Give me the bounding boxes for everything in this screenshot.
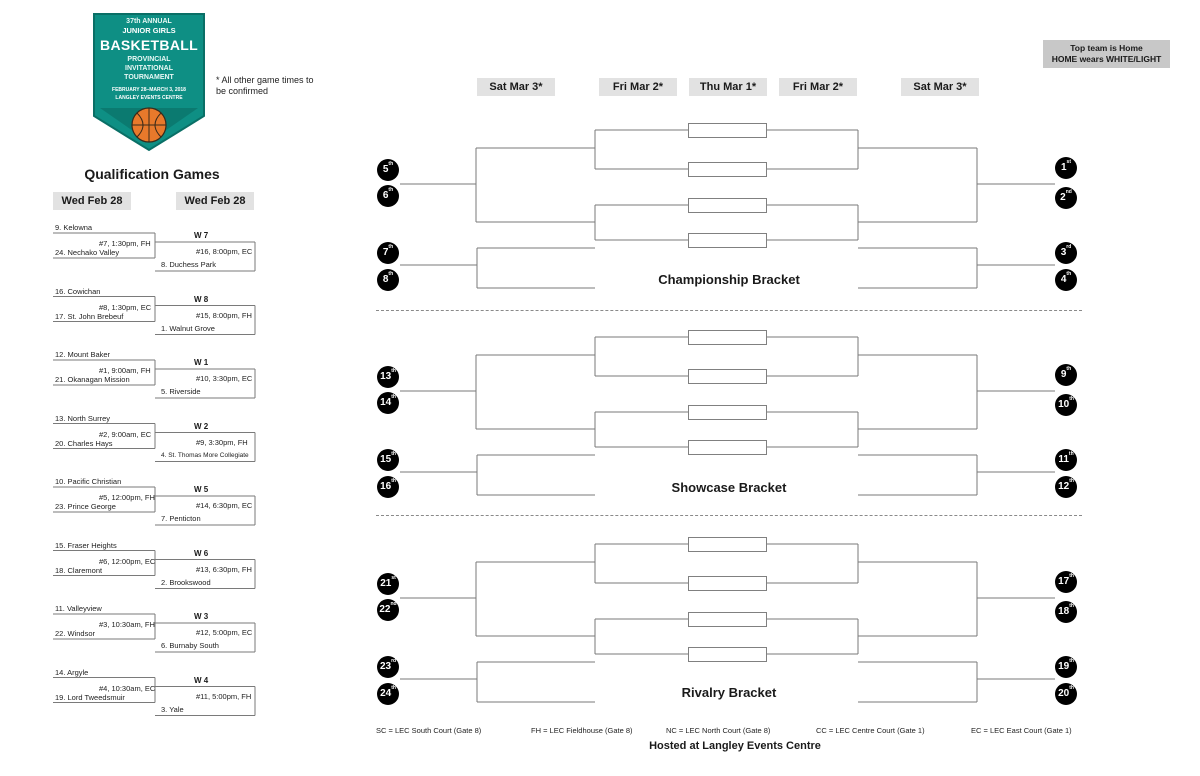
legend-cc: CC = LEC Centre Court (Gate 1) [816,726,925,735]
seed-suffix: th [1069,658,1074,664]
qual-team-top: 10. Pacific Christian [55,477,122,486]
bracket-divider [376,310,1082,311]
qual-team-bottom: 24. Nechako Valley [55,248,120,257]
home-note-line-2: HOME wears WHITE/LIGHT [1051,54,1162,64]
qual-game2-info: #11, 5:00pm, FH [196,691,252,701]
logo-line-6: TOURNAMENT [124,74,174,81]
seed-badge-left [377,656,399,678]
match-slot [688,233,767,248]
match-slot [688,369,767,384]
seed-number: 5 [382,164,389,175]
seed-badge-left [377,185,399,207]
seed-suffix: rd [1066,244,1072,250]
qual-game-info: #1, 9:00am, FH [99,366,151,375]
seed-number: 1 [1060,162,1067,173]
seed-number: 22 [379,604,391,615]
qual-team-top: 15. Fraser Heights [55,540,117,550]
seed-number: 12 [1058,481,1070,492]
qual-winner-label: W 4 [194,675,209,685]
qual-winner-label: W 6 [194,548,209,558]
seed-badge-left [377,449,399,471]
qual-winner-label: W 2 [194,421,209,431]
legend-ec: EC = LEC East Court (Gate 1) [971,726,1072,735]
seed-number: 15 [380,454,392,465]
seed-suffix: th [1066,271,1072,277]
seed-badge-left [377,683,399,705]
seed-number: 3 [1060,247,1067,258]
bracket-title: Showcase Bracket [671,480,787,495]
qual-opponent: 5. Riverside [161,387,201,396]
legend-fh: FH = LEC Fieldhouse (Gate 8) [531,726,633,735]
seed-badge-left [377,599,399,621]
qual-opponent: 3. Yale [161,704,184,714]
seed-badge-left [377,269,399,291]
match-slot [688,123,767,138]
seed-badge-right [1055,449,1077,471]
legend-nc: NC = LEC North Court (Gate 8) [666,726,771,735]
seed-number: 17 [1058,576,1070,587]
seed-suffix: st [391,575,396,581]
seed-badge-right [1055,601,1077,623]
qual-team-bottom: 21. Okanagan Mission [55,375,130,384]
seed-badge-right [1055,157,1077,179]
qual-opponent: 6. Burnaby South [161,641,219,650]
match-slot [688,537,767,552]
seed-number: 20 [1058,688,1070,699]
qual-team-bottom: 18. Claremont [55,565,103,575]
seed-badge-right [1055,187,1077,209]
qual-winner-label: W 5 [194,485,209,494]
qual-team-top: 16. Cowichan [55,286,101,296]
seed-number: 9 [1060,369,1067,380]
seed-suffix: nd [1065,189,1072,195]
seed-suffix: th [1066,366,1072,372]
qualification-title: Qualification Games [84,166,220,182]
bracket-title: Championship Bracket [658,272,800,287]
logo-line-4: PROVINCIAL [127,56,171,63]
seed-number: 10 [1058,399,1070,410]
qual-team-bottom: 20. Charles Hays [55,438,113,448]
seed-suffix: rd [391,658,397,664]
seed-suffix: th [391,685,396,691]
qual-opponent: 8. Duchess Park [161,260,217,269]
match-slot [688,440,767,455]
seed-badge-left [377,392,399,414]
qual-game2-info: #16, 8:00pm, EC [196,247,253,256]
seed-badge-right [1055,394,1077,416]
tournament-logo [92,12,206,152]
seed-suffix: th [1069,685,1074,691]
qual-team-top: 11. Valleyview [55,604,102,613]
hosted-at: Hosted at Langley Events Centre [649,740,821,752]
qual-game-info: #7, 1:30pm, FH [99,239,151,248]
header-sat-left: Sat Mar 3* [477,78,555,96]
qual-opponent: 4. St. Thomas More Collegiate [161,451,249,459]
header-fri-left: Fri Mar 2* [599,78,677,96]
qual-team-bottom: 19. Lord Tweedsmuir [55,692,125,702]
seed-suffix: th [1069,573,1074,579]
qual-game-info: #4, 10:30am, EC [99,683,156,693]
seed-badge-left [377,159,399,181]
qual-game-info: #6, 12:00pm, EC [99,556,156,566]
seed-number: 2 [1060,192,1066,203]
seed-suffix: th [1069,603,1074,609]
match-slot [688,162,767,177]
seed-suffix: nd [390,601,397,607]
seed-number: 11 [1058,454,1069,465]
qual-game-info: #3, 10:30am, FH [99,620,155,629]
home-note-line-1: Top team is Home [1070,43,1143,53]
game-times-note: * All other game times to be confirmed [216,75,314,96]
seed-badge-left [377,573,399,595]
seed-badge-right [1055,571,1077,593]
header-fri-right: Fri Mar 2* [779,78,857,96]
seed-suffix: th [1069,396,1074,402]
header-sat-right: Sat Mar 3* [901,78,979,96]
seed-badge-right [1055,269,1077,291]
seed-number: 7 [382,247,389,258]
seed-number: 23 [379,661,392,672]
qual-col1-header: Wed Feb 28 [53,192,131,210]
qual-game2-info: #14, 6:30pm, EC [196,501,253,510]
match-slot [688,198,767,213]
qual-winner-label: W 8 [194,294,209,304]
seed-badge-right [1055,683,1077,705]
match-slot [688,330,767,345]
seed-number: 19 [1058,661,1070,672]
logo-venue: LANGLEY EVENTS CENTRE [115,95,183,101]
seed-badge-right [1055,656,1077,678]
logo-line-3: BASKETBALL [100,37,198,53]
seed-badge-left [377,242,399,264]
qual-col2-header: Wed Feb 28 [176,192,254,210]
seed-number: 21 [380,578,392,589]
qual-team-bottom: 23. Prince George [55,502,116,511]
seed-suffix: st [1066,159,1071,165]
qual-team-bottom: 22. Windsor [55,629,96,638]
qual-opponent: 2. Brookswood [161,577,211,587]
home-team-note [1043,40,1170,68]
qual-team-bottom: 17. St. John Brebeuf [55,311,124,321]
match-slot [688,576,767,591]
qual-game-info: #2, 9:00am, EC [99,429,152,439]
seed-suffix: th [388,244,394,250]
seed-suffix: th [388,161,394,167]
seed-suffix: th [1068,451,1074,457]
logo-line-1: 37th ANNUAL [126,18,172,25]
qual-team-top: 12. Mount Baker [55,350,111,359]
match-slot [688,647,767,662]
bracket-divider [376,515,1082,516]
qual-winner-label: W 7 [194,231,209,240]
seed-number: 14 [380,397,392,408]
qual-game-info: #8, 1:30pm, EC [99,302,152,312]
seed-badge-left [377,476,399,498]
seed-suffix: th [388,187,394,193]
seed-number: 18 [1058,606,1070,617]
seed-suffix: th [1069,478,1074,484]
seed-badge-right [1055,476,1077,498]
qual-game2-info: #12, 5:00pm, EC [196,628,253,637]
logo-dates: FEBRUARY 28–MARCH 3, 2018 [112,87,186,93]
seed-number: 13 [380,371,392,382]
seed-number: 24 [380,688,392,699]
seed-number: 16 [380,481,392,492]
qual-game-info: #5, 12:00pm, FH [99,493,155,502]
qual-game2-info: #9, 3:30pm, FH [196,437,248,447]
qual-opponent: 1. Walnut Grove [161,323,215,333]
seed-suffix: th [388,271,394,277]
qual-game2-info: #13, 6:30pm, FH [196,564,252,574]
qual-team-top: 13. North Surrey [55,413,111,423]
seed-number: 4 [1060,274,1067,285]
seed-suffix: th [391,394,396,400]
seed-suffix: th [391,368,396,374]
logo-line-2: JUNIOR GIRLS [122,26,176,35]
seed-badge-left [377,366,399,388]
match-slot [688,612,767,627]
logo-line-5: INVITATIONAL [125,65,173,72]
header-thu: Thu Mar 1* [689,78,767,96]
qual-team-top: 14. Argyle [55,667,89,677]
seed-number: 6 [382,190,389,201]
seed-badge-right [1055,242,1077,264]
seed-badge-right [1055,364,1077,386]
qual-game2-info: #10, 3:30pm, EC [196,374,253,383]
bracket-title: Rivalry Bracket [681,685,777,700]
match-slot [688,405,767,420]
qual-winner-label: W 3 [194,612,209,621]
qual-game2-info: #15, 8:00pm, FH [196,310,252,320]
qual-winner-label: W 1 [194,358,209,367]
qual-opponent: 7. Penticton [161,514,201,523]
seed-number: 8 [382,274,389,285]
seed-suffix: th [391,478,396,484]
legend-sc: SC = LEC South Court (Gate 8) [376,726,482,735]
seed-suffix: th [391,451,396,457]
qual-team-top: 9. Kelowna [55,223,93,232]
